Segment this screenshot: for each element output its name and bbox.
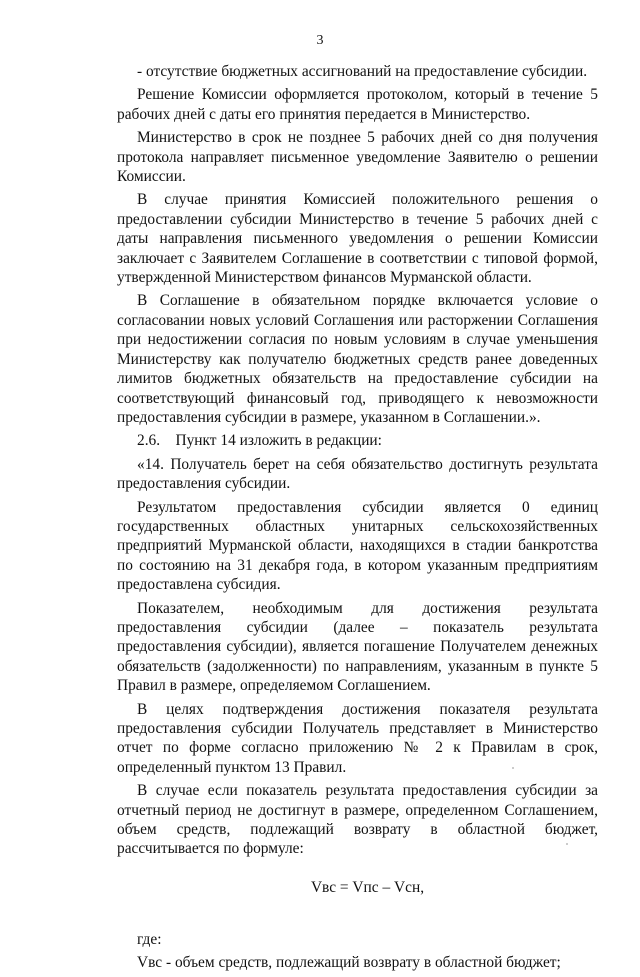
scan-speck bbox=[512, 767, 514, 769]
paragraph-11: В случае если показатель результата предоставления субсидии за отчетный период не достигнут в размере, определенном Соглашением, объем средств, подлежащий возврату в областной бюджет, рассчитывается по формуле: bbox=[117, 782, 598, 858]
paragraph-4: В случае принятия Комиссией положительного решения о предоставлении субсидии Министерство в течение 5 рабочих дней с даты направления письменного уведомления о решении Комиссии заключает с Заявителем Соглашение в соответствии с типовой формой, утвержденной Министерством финансов Мурманской области. bbox=[117, 191, 598, 287]
definition-line: Vвс - объем средств, подлежащий возврату в областной бюджет; bbox=[137, 954, 561, 972]
document-body bbox=[117, 62, 598, 977]
paragraph-6: 2.6. Пункт 14 изложить в редакции: bbox=[137, 432, 382, 450]
page-number: 3 bbox=[316, 33, 324, 48]
paragraph-10: В целях подтверждения достижения показателя результата предоставления субсидии Получатель представляет в Министерство отчет по форме согласно приложению № 2 к Правилам в срок, определенный пунктом 13 Правил. bbox=[117, 700, 598, 776]
paragraph-5: В Соглашение в обязательном порядке включается условие о согласовании новых условий Соглашения или расторжении Соглашения при недостижении согласия по новым условиям в случае уменьшения Министерству как получателю бюджетных средств ранее доведенных лимитов бюджетных обязательств на предоставление субсидии на соответствующий финансовый год, приводящего к невозможности предоставления субсидии в размере, указанном в Соглашении.». bbox=[117, 292, 598, 426]
paragraph-7: «14. Получатель берет на себя обязательство достигнуть результата предоставления субсидии. bbox=[117, 455, 598, 493]
where-label: где: bbox=[137, 930, 162, 948]
paragraph-1: - отсутствие бюджетных ассигнований на предоставление субсидии. bbox=[137, 63, 588, 80]
scan-speck bbox=[566, 843, 568, 845]
paragraph-3: Министерство в срок не позднее 5 рабочих дней со дня получения протокола направляет письменное уведомление Заявителю о решении Комиссии. bbox=[117, 129, 598, 186]
paragraph-2: Решение Комиссии оформляется протоколом, который в течение 5 рабочих дней с даты его принятия передается в Министерство. bbox=[117, 86, 598, 123]
paragraph-9: Показателем, необходимым для достижения результата предоставления субсидии (далее – показатель результата предоставления субсидии), является погашение Получателем денежных обязательств (задолженности) по направлениям, указанным в пункте 5 Правил в размере, определяемом Соглашением. bbox=[117, 599, 598, 695]
formula: Vвс = Vпс – Vсн, bbox=[310, 878, 425, 896]
paragraph-8: Результатом предоставления субсидии является 0 единиц государственных областных унитарных сельскохозяйственных предприятий Мурманской области, находящихся в стадии банкротства по состоянию на 31 декабря года, в котором указанным предприятиям предоставлена субсидия. bbox=[117, 498, 598, 594]
